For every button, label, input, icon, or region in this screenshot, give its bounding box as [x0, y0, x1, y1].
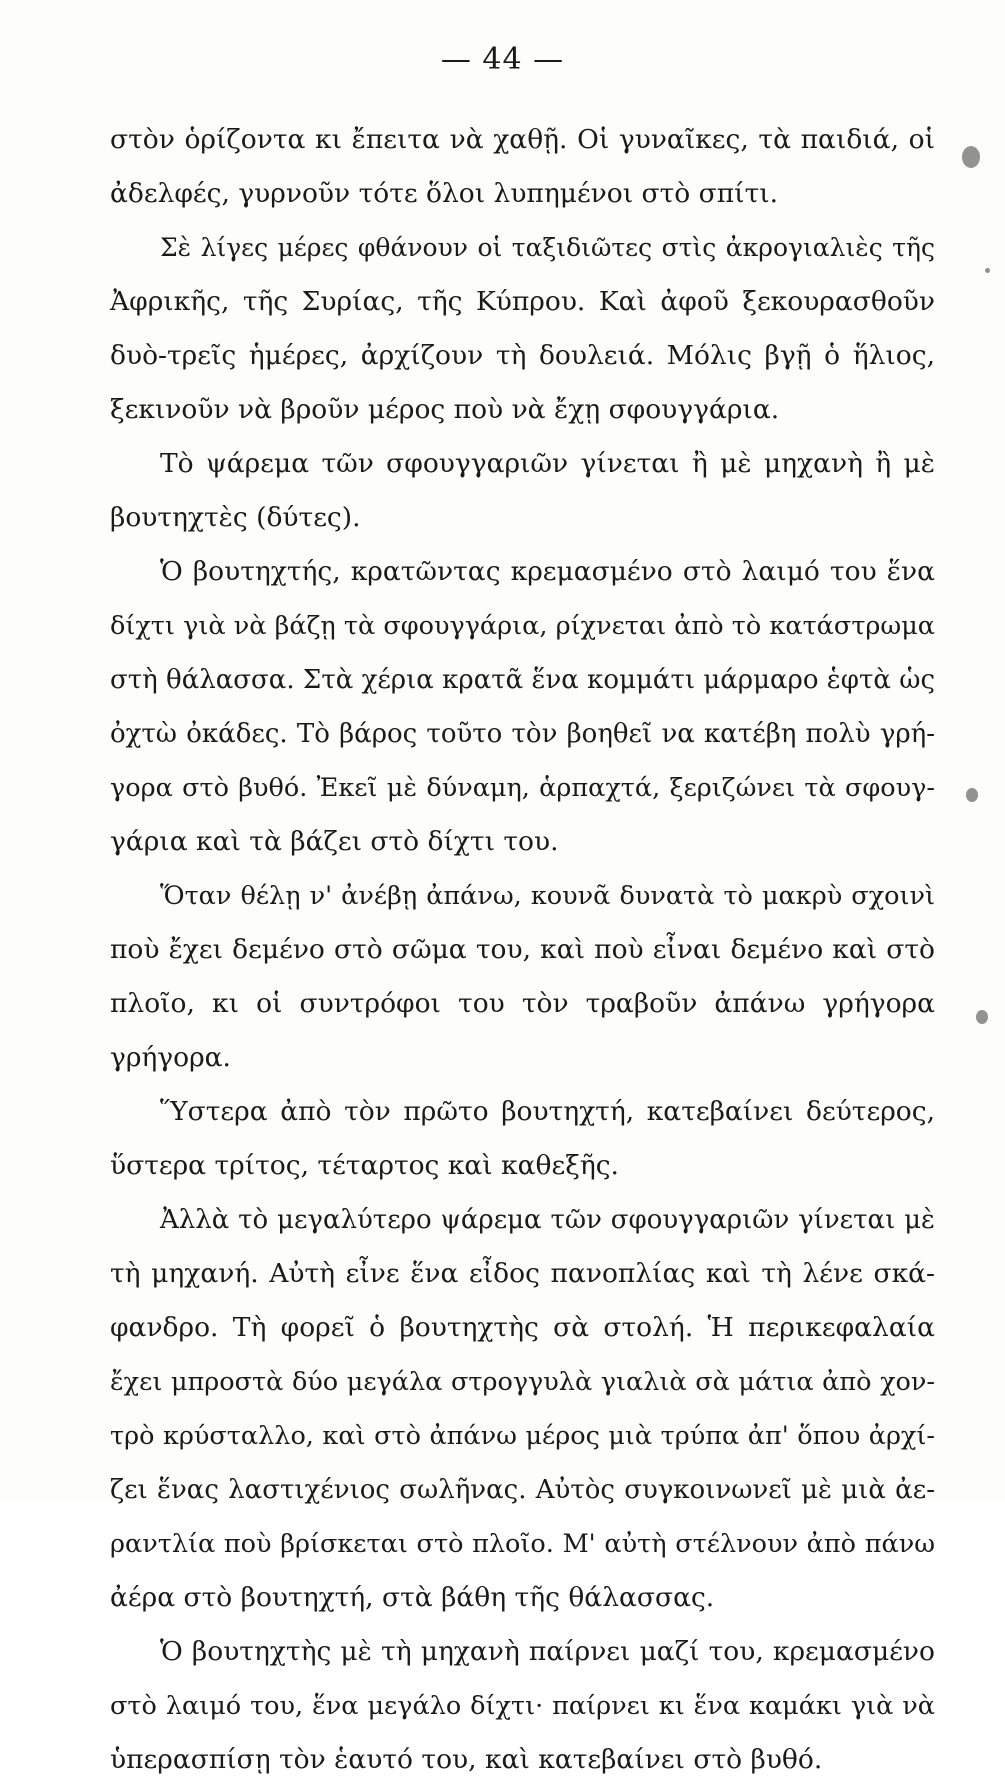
text-line: στὸ λαιμό του, ἕνα μεγάλο δίχτι· παίρνει κι ἕνα καμάκι γιὰ νὰ [110, 1691, 935, 1721]
text-line: ἀέρα στὸ βουτηχτή, στὰ βάθη τῆς θάλασσας. [110, 1582, 715, 1613]
text-line: Ὕστερα ἀπὸ τὸν πρῶτο βουτηχτή, κατεβαίνει δεύτερος, [160, 1096, 935, 1127]
text-line: Τὸ ψάρεμα τῶν σφουγγαριῶν γίνεται ἢ μὲ μηχανὴ ἢ μὲ [160, 448, 935, 479]
text-line: ραντλία ποὺ βρίσκεται στὸ πλοῖο. Μ' αὐτὴ στέλνουν ἀπὸ πάνω [110, 1529, 935, 1559]
text-line: Ὅταν θέλῃ ν' ἀνέβῃ ἀπάνω, κουνᾶ δυνατὰ τὸ μακρὺ σχοινὶ [160, 881, 935, 911]
text-line: γρήγορα. [110, 1042, 231, 1073]
text-line: στὴ θάλασσα. Στὰ χέρια κρατᾶ ἕνα κομμάτι μάρμαρο ἑφτὰ ὡς [110, 665, 935, 695]
text-line: γορα στὸ βυθό. Ἐκεῖ μὲ δύναμη, ἁρπαχτά, ξεριζώνει τὰ σφουγ- [110, 773, 935, 803]
text-line: Ἀφρικῆς, τῆς Συρίας, τῆς Κύπρου. Καὶ ἀφοῦ ξεκουρασθοῦν [110, 286, 935, 317]
text-line: φανδρο. Τὴ φορεῖ ὁ βουτηχτὴς σὰ στολή. Ἡ περικεφαλαία [110, 1312, 935, 1343]
text-line: δυὸ-τρεῖς ἡμέρες, ἀρχίζουν τὴ δουλειά. Μόλις βγῇ ὁ ἥλιος, [110, 340, 935, 371]
text-line: στὸν ὁρίζοντα κι ἔπειτα νὰ χαθῇ. Οἱ γυναῖκες, τὰ παιδιά, οἱ [110, 124, 935, 155]
text-line: τρὸ κρύσταλλο, καὶ στὸ ἀπάνω μέρος μιὰ τρύπα ἀπ' ὅπου ἀρχί- [110, 1421, 935, 1451]
text-line: ποὺ ἔχει δεμένο στὸ σῶμα του, καὶ ποὺ εἶναι δεμένο καὶ στὸ [110, 934, 935, 965]
text-line: Ὁ βουτηχτὴς μὲ τὴ μηχανὴ παίρνει μαζί του, κρεμασμένο [160, 1636, 935, 1667]
body-text [110, 113, 935, 1787]
scan-speck [966, 788, 978, 802]
text-line: γάρια καὶ τὰ βάζει στὸ δίχτι του. [110, 826, 559, 857]
scan-speck [976, 1010, 988, 1024]
text-line: δίχτι γιὰ νὰ βάζῃ τὰ σφουγγάρια, ρίχνεται ἀπὸ τὸ κατάστρωμα [110, 611, 935, 641]
text-line: Ὁ βουτηχτής, κρατῶντας κρεμασμένο στὸ λαιμό του ἕνα [160, 556, 935, 587]
text-line: ἔχει μπροστὰ δύο μεγάλα στρογγυλὰ γιαλιὰ σὰ μάτια ἀπὸ χον- [110, 1367, 935, 1397]
scan-speck [962, 146, 980, 168]
text-line: πλοῖο, κι οἱ συντρόφοι του τὸν τραβοῦν ἀπάνω γρήγορα [110, 988, 935, 1019]
text-line: ξεκινοῦν νὰ βροῦν μέρος ποὺ νὰ ἔχῃ σφουγγάρια. [110, 394, 780, 425]
text-line: ὕστερα τρίτος, τέταρτος καὶ καθεξῆς. [110, 1150, 619, 1181]
page-number: — 44 — [440, 42, 565, 77]
scan-speck [985, 268, 990, 273]
text-line: Σὲ λίγες μέρες φθάνουν οἱ ταξιδιῶτες στὶς ἀκρογιαλιὲς τῆς [160, 233, 935, 262]
text-line: ἀδελφές, γυρνοῦν τότε ὅλοι λυπημένοι στὸ σπίτι. [110, 178, 779, 209]
text-line: Ἀλλὰ τὸ μεγαλύτερο ψάρεμα τῶν σφουγγαριῶν γίνεται μὲ [160, 1205, 935, 1235]
text-line: ὑπερασπίσῃ τὸν ἑαυτό του, καὶ κατεβαίνει στὸ βυθό. [110, 1744, 823, 1775]
text-line: βουτηχτὲς (δύτες). [110, 502, 361, 533]
text-line: ζει ἕνας λαστιχένιος σωλῆνας. Αὐτὸς συγκοινωνεῖ μὲ μιὰ ἀε- [110, 1475, 935, 1505]
text-line: τὴ μηχανή. Αὐτὴ εἶνε ἕνα εἶδος πανοπλίας καὶ τὴ λένε σκά- [110, 1258, 935, 1289]
text-line: ὀχτὼ ὀκάδες. Τὸ βάρος τοῦτο τὸν βοηθεῖ να κατέβη πολὺ γρή- [110, 719, 935, 749]
